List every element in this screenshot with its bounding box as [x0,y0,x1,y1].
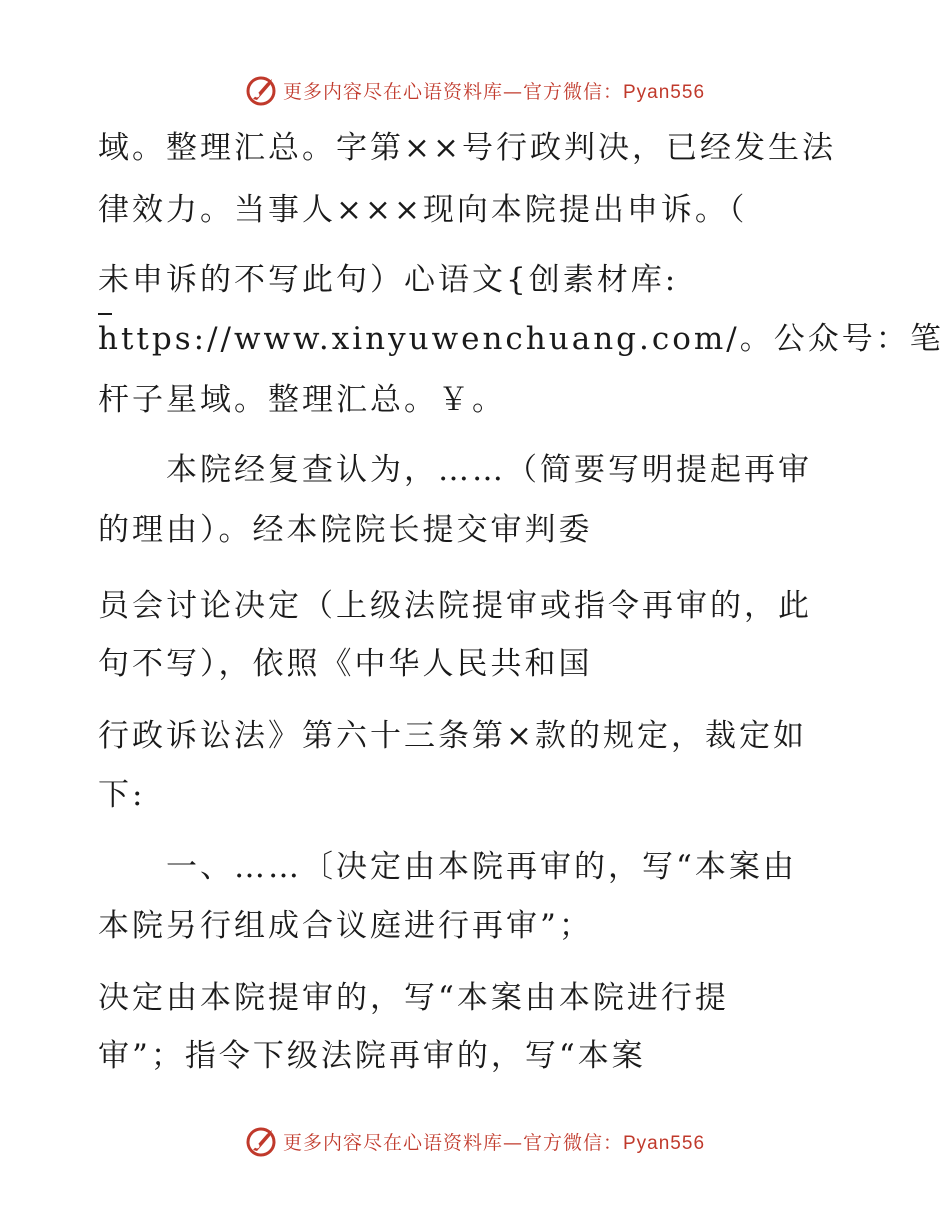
text-line: 的理由）。经本院院长提交审判委 [98,512,593,548]
text-line: https://www.xinyuwenchuang.com/。公众号：笔 [98,319,944,359]
text-line: 下: [98,777,146,813]
text-line: 行政诉讼法》第六十三条第×款的规定，裁定如 [98,718,807,754]
text-line: 杆子星域。整理汇总。￥。 [98,382,506,418]
text-line: 本院另行组成合议庭进行再审”； [98,908,593,944]
text-line: 域。整理汇总。字第××号行政判决，已经发生法 [98,130,836,166]
underline-mark [98,313,112,315]
text-line: 决定由本院提审的，写“本案由本院进行提 [98,980,729,1016]
text-line: 句不写），依照《中华人民共和国 [98,646,593,682]
footer-banner [0,1121,950,1161]
text-line: 未申诉的不写此句）心语文{创素材库: [98,262,679,298]
banner-text: 更多内容尽在心语资料库—官方微信：Pyan556 [282,80,706,103]
text-line: 审”；指令下级法院再审的，写“本案 [98,1038,646,1074]
text-line: 本院经复查认为，……（简要写明提起再审 [98,452,812,488]
text-line: 一、……〔决定由本院再审的，写“本案由 [98,849,797,885]
text-line: 员会讨论决定（上级法院提审或指令再审的，此 [98,588,812,624]
banner-text: 更多内容尽在心语资料库—官方微信：Pyan556 [282,1131,706,1154]
text-line: 律效力。当事人×××现向本院提出申诉。（ [98,192,748,228]
pen-circle-logo-icon [245,1124,279,1158]
pen-circle-logo-icon [245,73,279,107]
header-banner [0,70,950,110]
